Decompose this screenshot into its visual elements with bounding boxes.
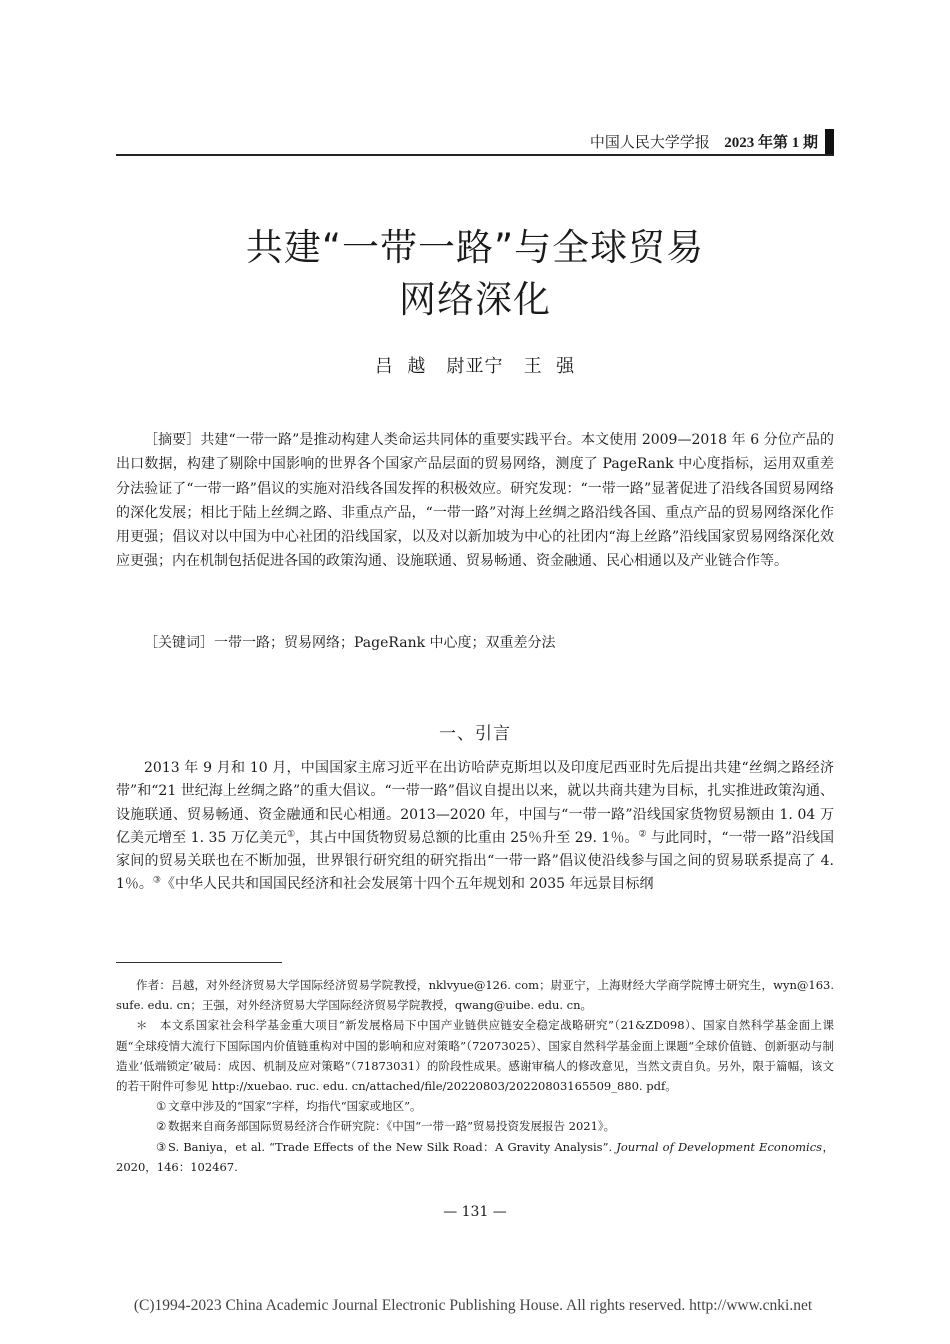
abstract-label: ［摘要］	[144, 432, 201, 448]
footnote-ref-2[interactable]: ②	[638, 829, 647, 840]
footnote-authors: 作者：吕越，对外经济贸易大学国际经济贸易学院教授，nklvyue@126. com；尉亚宁，上海财经大学商学院博士研究生，wyn@163. sufe. edu. cn；王强，对外经济贸易大学国际经济贸易学院教授，qwang@uibe. edu. cn。	[116, 978, 834, 1013]
footnotes	[116, 975, 834, 1177]
page-number: — 131 —	[443, 1204, 507, 1220]
footnote-3-text-a: S. Baniya，et al. “Trade Effects of the New Silk Road：A Gravity Analysis”.	[168, 1139, 617, 1154]
keywords-label: ［关键词］	[144, 635, 214, 651]
title-line-2: 网络深化	[399, 278, 551, 321]
footnote-ref-1[interactable]: ①	[287, 829, 296, 840]
abstract-text: 共建“一带一路”是推动构建人类命运共同体的重要实践平台。本文使用 2009—2018 年 6 分位产品的出口数据，构建了剔除中国影响的世界各个国家产品层面的贸易网络，测度了 PageRank 中心度指标，运用双重差分法验证了“一带一路”倡议的实施对沿线各国发挥的积极效应。研究发现：“一带一路”显著促进了沿线各国贸易网络的深化发展；相比于陆上丝绸之路、非重点产品，“一带一路”对海上丝绸之路沿线各国、重点产品的贸易网络深化作用更强；倡议对以中国为中心社团的沿线国家，以及对以新加坡为中心的社团内“海上丝路”沿线国家贸易网络深化效应更强；内在机制包括促进各国的政策沟通、设施联通、贸易畅通、资金融通、民心相通以及产业链合作等。	[116, 432, 835, 570]
journal-name: 中国人民大学学报	[589, 133, 710, 151]
footnote-3-number: ③	[156, 1139, 167, 1154]
running-header	[116, 129, 834, 155]
footnote-1-text: 文章中涉及的“国家”字样，均指代“国家或地区”。	[168, 1099, 422, 1114]
footnote-3-journal: Journal of Development Economics	[616, 1139, 823, 1154]
title-line-1: 共建“一带一路”与全球贸易	[245, 226, 705, 269]
keywords	[116, 631, 834, 655]
footnote-funding: ＊ 本文系国家社会科学基金重大项目“新发展格局下中国产业链供应链安全稳定战略研究”（21&ZD098）、国家自然科学基金面上课题“全球疫情大流行下国际国内价值链重构对中国的影响和应对策略”（72073025）、国家自然科学基金面上课题“全球价值链、创新驱动与制造业‘低端锁定’破局：成因、机制及应对策略”（71873031）的阶段性成果。感谢审稿人的修改意见，当然文责自负。另外，限于篇幅，该文的若干附件可参见 http://xuebao. ruc. edu. cn/attached/file/20220803/20220803165509_880. pdf。	[116, 1018, 834, 1094]
journal-issue: 2023 年第 1 期	[724, 135, 818, 151]
footnote-2-text: 数据来自商务部国际贸易经济合作研究院：《中国“一带一路”贸易投资发展报告 2021》。	[168, 1119, 616, 1134]
para-part-3: 与此同时，“一带一路”沿线国家间的贸易关联也在不断加强，世界银行研究组的研究指出“一带一路”倡议使沿线参与国之间的贸易联系提高了 4. 1％。	[116, 829, 835, 893]
article-title	[116, 222, 834, 326]
header-rule	[116, 154, 834, 156]
introduction-paragraph	[116, 757, 834, 897]
author-list: 吕 越 尉亚宁 王 强	[374, 356, 576, 377]
copyright-footer: (C)1994-2023 China Academic Journal Electronic Publishing House. All rights reserved. http://www.cnki.net	[133, 1297, 813, 1314]
footnote-3	[116, 1137, 834, 1177]
footnote-3-text-b: ，2020，146：102467.	[116, 1139, 835, 1174]
footnote-ref-3[interactable]: ③	[152, 875, 161, 886]
footnote-2-number: ②	[156, 1119, 167, 1134]
journal-info	[590, 131, 818, 152]
para-part-2: ，其占中国货物贸易总额的比重由 25％升至 29. 1％。	[295, 829, 639, 846]
keywords-text: 一带一路；贸易网络；PageRank 中心度；双重差分法	[214, 635, 556, 651]
abstract	[116, 428, 834, 574]
header-bar-mark	[825, 129, 834, 155]
footnote-divider	[116, 962, 282, 963]
para-part-1: 2013 年 9 月和 10 月，中国国家主席习近平在出访哈萨克斯坦以及印度尼西亚时先后提出共建“丝绸之路经济带”和“21 世纪海上丝绸之路”的重大倡议。“一带一路”倡议自提出以来，就以共商共建为目标，扎实推进政策沟通、设施联通、贸易畅通、资金融通和民心相通。2013—2020 年，中国与“一带一路”沿线国家货物贸易额由 1. 04 万亿美元增至 1. 35 万亿美元	[116, 760, 834, 846]
footnote-1	[116, 1096, 834, 1116]
para-part-4: 《中华人民共和国国民经济和社会发展第十四个五年规划和 2035 年远景目标纲	[161, 876, 654, 893]
footnote-1-number: ①	[156, 1099, 167, 1114]
section-heading-introduction: 一、引言	[439, 724, 511, 744]
footnote-2	[116, 1116, 834, 1136]
